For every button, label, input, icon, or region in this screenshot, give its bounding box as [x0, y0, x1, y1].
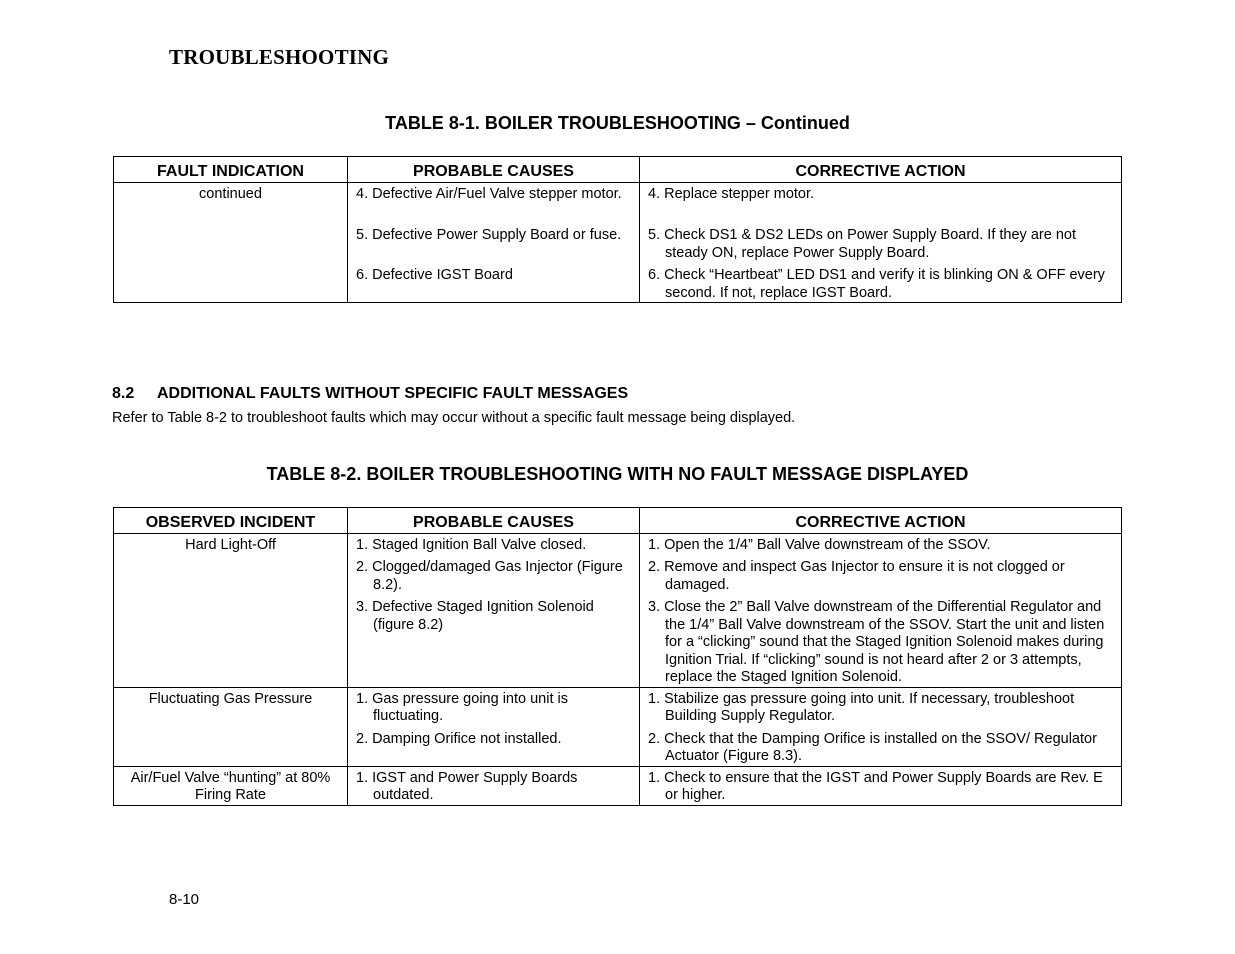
action-item: 2. Check that the Damping Orifice is installed on the SSOV/ Regulator Actuator (Figure 8.3). — [648, 730, 1097, 764]
observed-incident-cell: Fluctuating Gas Pressure — [114, 687, 348, 766]
fault-indication-cell: continued — [114, 183, 348, 303]
column-header-fault-indication: FAULT INDICATION — [114, 157, 348, 183]
table-8-1 — [113, 156, 1122, 303]
action-item: 1. Open the 1/4” Ball Valve downstream of the SSOV. — [648, 537, 991, 553]
column-header-corrective-action: CORRECTIVE ACTION — [640, 508, 1122, 534]
table-row — [114, 687, 1122, 766]
action-item: 4. Replace stepper motor. — [648, 186, 815, 202]
table-row — [114, 534, 1122, 688]
action-item: 1. Check to ensure that the IGST and Power Supply Boards are Rev. E or higher. — [648, 769, 1103, 803]
probable-causes-cell — [348, 687, 640, 766]
table-header-row — [114, 508, 1122, 534]
page-number: 8-10 — [169, 891, 200, 908]
table-row — [114, 766, 1122, 805]
section-number: 8.2 — [112, 385, 135, 402]
cause-item: 1. Staged Ignition Ball Valve closed. — [356, 537, 587, 553]
cause-item: 2. Damping Orifice not installed. — [356, 730, 562, 747]
cause-item: 2. Clogged/damaged Gas Injector (Figure 8.2). — [356, 559, 623, 593]
column-header-probable-causes: PROBABLE CAUSES — [348, 157, 640, 183]
cause-item: 5. Defective Power Supply Board or fuse. — [356, 227, 622, 243]
page-header: TROUBLESHOOTING — [169, 45, 390, 69]
corrective-action-cell — [640, 183, 1122, 303]
action-item: 5. Check DS1 & DS2 LEDs on Power Supply Board. If they are not steady ON, replace Power Supply Board. — [648, 227, 1076, 261]
column-header-probable-causes: PROBABLE CAUSES — [348, 508, 640, 534]
probable-causes-cell — [348, 183, 640, 303]
cause-item: 3. Defective Staged Ignition Solenoid (figure 8.2) — [356, 599, 594, 633]
cause-item: 6. Defective IGST Board — [356, 267, 513, 283]
probable-causes-cell — [348, 766, 640, 805]
table-8-1-title: TABLE 8-1. BOILER TROUBLESHOOTING – Continued — [385, 113, 850, 133]
action-item: 3. Close the 2” Ball Valve downstream of the Differential Regulator and the 1/4” Ball Valve downstream of the SSOV. Start the unit and listen for a “clicking” sound that the Staged Ignition Solenoid makes during Ignition Trial. If “clicking” sound is not heard after 2 or 3 attempts, replace the Staged Ignition Solenoid. — [648, 599, 1105, 685]
corrective-action-cell — [640, 534, 1122, 688]
cause-item: 1. IGST and Power Supply Boards outdated. — [356, 769, 578, 803]
cause-item: 1. Gas pressure going into unit is fluctuating. — [356, 690, 568, 724]
observed-incident-cell: Air/Fuel Valve “hunting” at 80% Firing Rate — [114, 766, 348, 805]
action-item: 1. Stabilize gas pressure going into unit. If necessary, troubleshoot Building Supply Regulator. — [648, 690, 1075, 724]
table-8-2-title: TABLE 8-2. BOILER TROUBLESHOOTING WITH NO FAULT MESSAGE DISPLAYED — [266, 464, 969, 484]
action-item: 6. Check “Heartbeat” LED DS1 and verify it is blinking ON & OFF every second. If not, replace IGST Board. — [648, 267, 1105, 301]
section-title: ADDITIONAL FAULTS WITHOUT SPECIFIC FAULT MESSAGES — [157, 385, 629, 402]
section-heading — [112, 385, 628, 403]
action-item: 2. Remove and inspect Gas Injector to ensure it is not clogged or damaged. — [648, 559, 1065, 593]
probable-causes-cell — [348, 534, 640, 688]
corrective-action-cell — [640, 766, 1122, 805]
section-intro-text: Refer to Table 8-2 to troubleshoot faults which may occur without a specific fault message being displayed. — [112, 410, 796, 426]
column-header-corrective-action: CORRECTIVE ACTION — [640, 157, 1122, 183]
corrective-action-cell — [640, 687, 1122, 766]
cause-item: 4. Defective Air/Fuel Valve stepper motor. — [356, 186, 622, 202]
table-8-2 — [113, 507, 1122, 806]
column-header-observed-incident: OBSERVED INCIDENT — [114, 508, 348, 534]
table-header-row — [114, 157, 1122, 183]
observed-incident-cell: Hard Light-Off — [114, 534, 348, 688]
table-row — [114, 183, 1122, 303]
